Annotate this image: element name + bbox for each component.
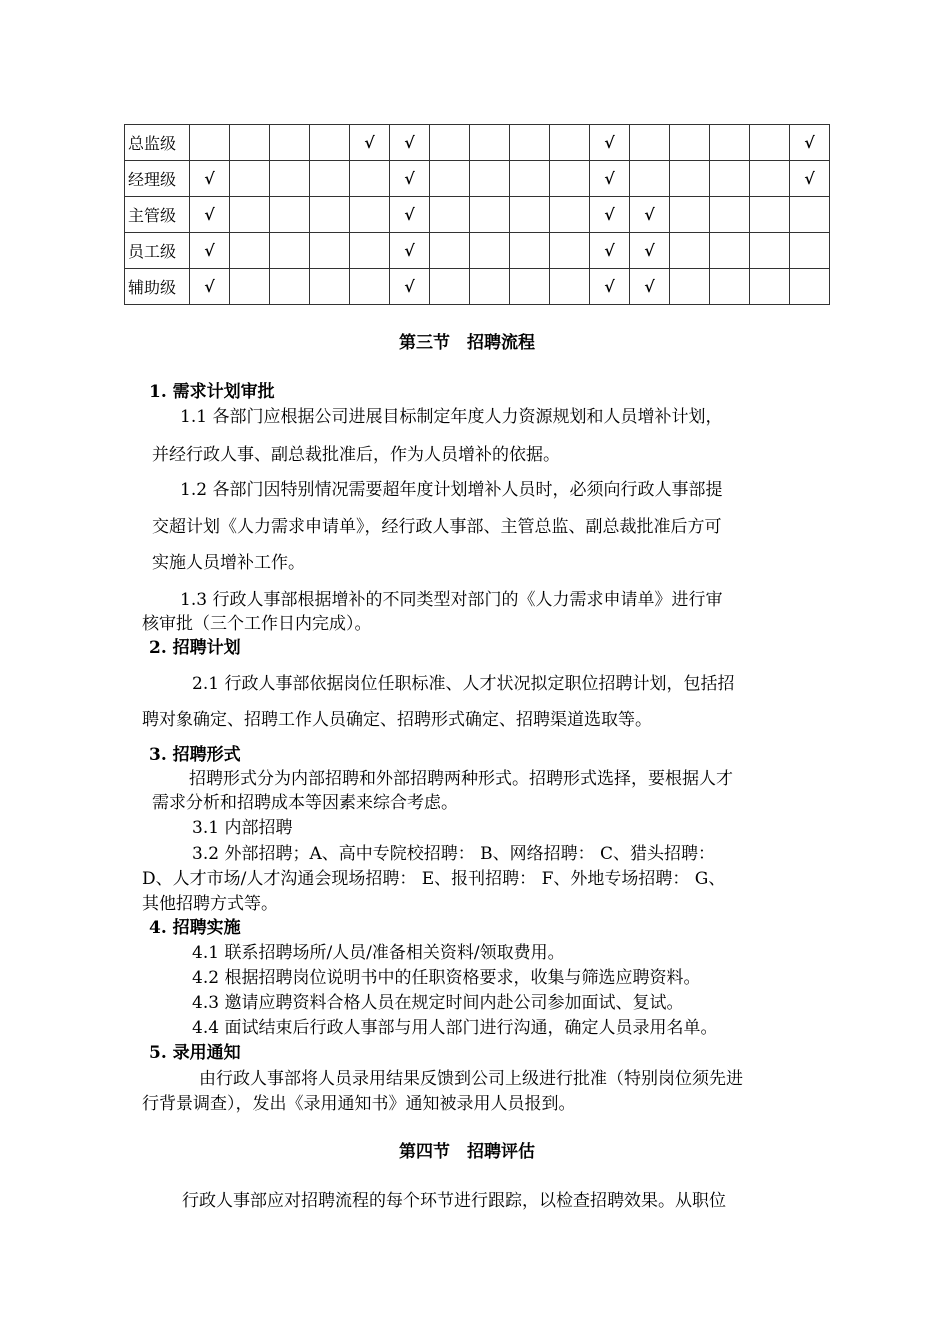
- level-label: 辅助级: [125, 269, 190, 305]
- check-cell: [430, 233, 470, 269]
- s2-1-line1: 2.1 行政人事部依据岗位任职标准、人才状况拟定职位招聘计划，包括招: [192, 674, 735, 694]
- check-cell: √: [390, 125, 430, 161]
- check-cell: [470, 125, 510, 161]
- s3-para-line1: 招聘形式分为内部招聘和外部招聘两种形式。招聘形式选择，要根据人才: [189, 769, 733, 789]
- level-label: 总监级: [125, 125, 190, 161]
- check-cell: [430, 125, 470, 161]
- check-cell: [710, 161, 750, 197]
- check-cell: [710, 233, 750, 269]
- check-cell: [430, 197, 470, 233]
- check-cell: √: [590, 125, 630, 161]
- s1-2-line1: 1.2 各部门因特别情况需要超年度计划增补人员时，必须向行政人事部提: [180, 480, 723, 500]
- check-cell: [630, 161, 670, 197]
- s5-heading: 5. 录用通知: [149, 1043, 241, 1063]
- check-cell: √: [390, 197, 430, 233]
- check-cell: [430, 161, 470, 197]
- s5-para-line2: 行背景调查），发出《录用通知书》通知被录用人员报到。: [142, 1094, 576, 1114]
- check-cell: [550, 269, 590, 305]
- check-cell: [310, 125, 350, 161]
- check-cell: [790, 233, 830, 269]
- check-cell: [550, 197, 590, 233]
- check-cell: [310, 233, 350, 269]
- level-label: 经理级: [125, 161, 190, 197]
- check-cell: [350, 269, 390, 305]
- check-cell: [670, 125, 710, 161]
- check-cell: [670, 161, 710, 197]
- approval-matrix-table: [124, 124, 830, 305]
- s3-heading: 3. 招聘形式: [149, 745, 241, 765]
- check-cell: [510, 125, 550, 161]
- check-cell: [230, 269, 270, 305]
- table-row: [125, 125, 830, 161]
- table-row: [125, 161, 830, 197]
- check-cell: [750, 233, 790, 269]
- check-cell: [190, 125, 230, 161]
- s3-2-line1: 3.2 外部招聘；A、高中专院校招聘： B、网络招聘： C、猎头招聘：: [192, 844, 716, 864]
- check-cell: [750, 161, 790, 197]
- s1-3-line1: 1.3 行政人事部根据增补的不同类型对部门的《人力需求申请单》进行审: [180, 590, 723, 610]
- s3-1: 3.1 内部招聘: [192, 818, 293, 838]
- check-cell: √: [190, 269, 230, 305]
- check-cell: √: [390, 161, 430, 197]
- s4-1: 4.1 联系招聘场所/人员/准备相关资料/领取费用。: [192, 943, 565, 963]
- check-cell: [510, 197, 550, 233]
- check-cell: [270, 269, 310, 305]
- check-cell: [310, 197, 350, 233]
- check-cell: √: [390, 269, 430, 305]
- check-cell: [510, 269, 550, 305]
- check-cell: [510, 161, 550, 197]
- check-cell: √: [790, 161, 830, 197]
- check-cell: √: [630, 269, 670, 305]
- section4-para-line1: 行政人事部应对招聘流程的每个环节进行跟踪，以检查招聘效果。从职位: [182, 1191, 726, 1211]
- level-label: 主管级: [125, 197, 190, 233]
- check-cell: [550, 125, 590, 161]
- check-cell: √: [630, 197, 670, 233]
- check-cell: [270, 125, 310, 161]
- check-cell: [470, 269, 510, 305]
- check-cell: [550, 161, 590, 197]
- check-cell: [270, 161, 310, 197]
- check-cell: √: [590, 269, 630, 305]
- s4-3: 4.3 邀请应聘资料合格人员在规定时间内赴公司参加面试、复试。: [192, 993, 684, 1013]
- check-cell: [710, 269, 750, 305]
- check-cell: √: [590, 161, 630, 197]
- check-cell: √: [190, 161, 230, 197]
- check-cell: [470, 161, 510, 197]
- check-cell: [430, 269, 470, 305]
- section3-title: 第三节 招聘流程: [399, 333, 535, 353]
- s4-heading: 4. 招聘实施: [149, 918, 241, 938]
- check-cell: [750, 269, 790, 305]
- check-cell: [470, 233, 510, 269]
- check-cell: √: [190, 197, 230, 233]
- check-cell: √: [390, 233, 430, 269]
- section4-title: 第四节 招聘评估: [399, 1142, 535, 1162]
- check-cell: [790, 197, 830, 233]
- check-cell: √: [590, 197, 630, 233]
- s4-4: 4.4 面试结束后行政人事部与用人部门进行沟通，确定人员录用名单。: [192, 1018, 718, 1038]
- s1-3-line2: 核审批（三个工作日内完成）。: [142, 614, 372, 634]
- s5-para-line1: 由行政人事部将人员录用结果反馈到公司上级进行批准（特别岗位须先进: [199, 1069, 743, 1089]
- table-row: [125, 233, 830, 269]
- s1-1-line2: 并经行政人事、副总裁批准后，作为人员增补的依据。: [152, 445, 560, 465]
- table-row: [125, 269, 830, 305]
- check-cell: [550, 233, 590, 269]
- check-cell: [750, 125, 790, 161]
- s2-heading: 2. 招聘计划: [149, 638, 241, 658]
- check-cell: √: [190, 233, 230, 269]
- check-cell: √: [590, 233, 630, 269]
- check-cell: [350, 233, 390, 269]
- check-cell: √: [630, 233, 670, 269]
- s1-2-line2: 交超计划《人力需求申请单》，经行政人事部、主管总监、副总裁批准后方可: [152, 517, 722, 537]
- check-cell: [670, 269, 710, 305]
- check-cell: [310, 269, 350, 305]
- check-cell: [670, 233, 710, 269]
- table-row: [125, 197, 830, 233]
- s4-2: 4.2 根据招聘岗位说明书中的任职资格要求，收集与筛选应聘资料。: [192, 968, 701, 988]
- check-cell: [670, 197, 710, 233]
- check-cell: [710, 125, 750, 161]
- check-cell: [230, 233, 270, 269]
- level-label: 员工级: [125, 233, 190, 269]
- s1-2-line3: 实施人员增补工作。: [152, 553, 305, 573]
- check-cell: [350, 197, 390, 233]
- check-cell: [630, 125, 670, 161]
- s3-2-line3: 其他招聘方式等。: [142, 894, 278, 914]
- check-cell: [710, 197, 750, 233]
- check-cell: [750, 197, 790, 233]
- check-cell: [270, 233, 310, 269]
- check-cell: [790, 269, 830, 305]
- s1-heading: 1. 需求计划审批: [149, 382, 275, 402]
- check-cell: [270, 197, 310, 233]
- s2-1-line2: 聘对象确定、招聘工作人员确定、招聘形式确定、招聘渠道选取等。: [142, 710, 652, 730]
- check-cell: [310, 161, 350, 197]
- s3-para-line2: 需求分析和招聘成本等因素来综合考虑。: [152, 793, 458, 813]
- s3-2-line2: D、人才市场/人才沟通会现场招聘： E、报刊招聘： F、外地专场招聘： G、: [142, 869, 726, 889]
- check-cell: √: [350, 125, 390, 161]
- check-cell: [230, 197, 270, 233]
- s1-1-line1: 1.1 各部门应根据公司进展目标制定年度人力资源规划和人员增补计划，: [180, 407, 723, 427]
- check-cell: [470, 197, 510, 233]
- check-cell: [230, 161, 270, 197]
- check-cell: [510, 233, 550, 269]
- check-cell: [350, 161, 390, 197]
- check-cell: [230, 125, 270, 161]
- check-cell: √: [790, 125, 830, 161]
